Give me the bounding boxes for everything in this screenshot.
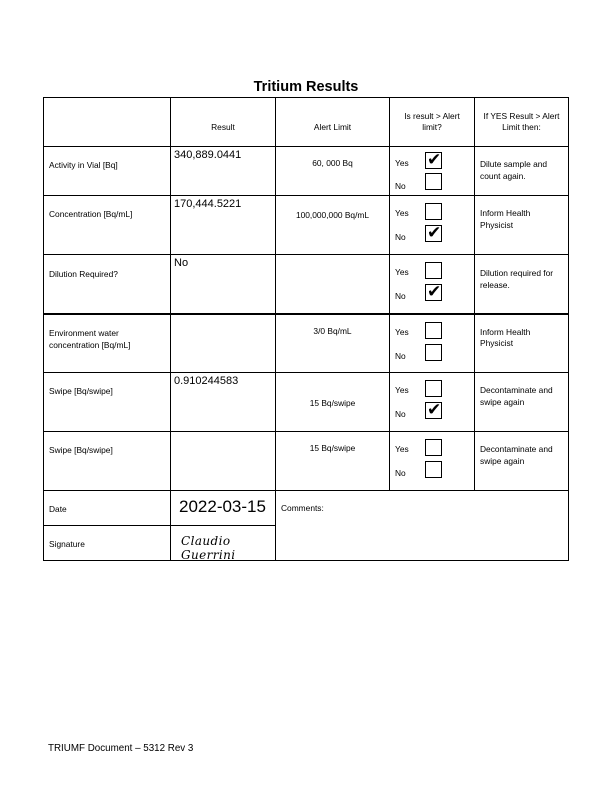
row-result-value[interactable]: 340,889.0441 (174, 149, 242, 161)
yes-label: Yes (395, 208, 409, 218)
row-action-text: Dilution required for release. (480, 268, 554, 290)
result-row (44, 373, 569, 432)
date-label: Date (49, 504, 67, 514)
row-limit-cell (276, 314, 390, 373)
header-action-text: If YES Result > Alert Limit then: (483, 111, 560, 132)
no-checkbox[interactable] (425, 173, 442, 190)
row-exceeds-cell (390, 432, 475, 491)
row-label: Swipe [Bq/swipe] (49, 386, 113, 396)
row-result-cell[interactable] (171, 373, 276, 432)
row-exceeds-cell (390, 373, 475, 432)
check-mark-icon: ✔ (427, 400, 442, 420)
no-checkbox[interactable] (425, 344, 442, 361)
row-alert-limit: 60, 000 Bq (312, 158, 353, 168)
result-row (44, 196, 569, 255)
header-item (44, 98, 171, 147)
yes-checkbox[interactable] (425, 262, 442, 279)
row-alert-limit: 100,000,000 Bq/mL (295, 210, 370, 220)
row-action-cell (475, 255, 569, 314)
yes-checkbox[interactable] (425, 203, 442, 220)
row-label: Dilution Required? (49, 269, 118, 279)
result-row (44, 314, 569, 373)
row-result-value[interactable]: 0.910244583 (174, 375, 239, 387)
no-checkbox[interactable] (425, 284, 442, 301)
comments-cell[interactable] (276, 491, 569, 561)
row-result-cell[interactable] (171, 432, 276, 491)
no-checkbox[interactable] (425, 461, 442, 478)
no-checkbox[interactable] (425, 225, 442, 242)
comments-label: Comments: (281, 503, 324, 513)
row-action-cell (475, 432, 569, 491)
row-label-cell (44, 314, 171, 373)
row-limit-cell (276, 196, 390, 255)
check-mark-icon: ✔ (427, 223, 442, 243)
row-exceeds-cell (390, 196, 475, 255)
row-limit-cell (276, 147, 390, 196)
no-label: No (395, 409, 406, 419)
row-exceeds-cell (390, 255, 475, 314)
row-label-cell (44, 196, 171, 255)
signature-image: Claudio Guerrini (181, 534, 236, 562)
result-row (44, 432, 569, 491)
yes-checkbox[interactable] (425, 380, 442, 397)
row-label-cell (44, 147, 171, 196)
row-action-text: Dilute sample and count again. (480, 159, 548, 181)
signature-cell[interactable] (171, 526, 276, 561)
header-exceeds (390, 98, 475, 147)
yes-label: Yes (395, 444, 409, 454)
row-action-text: Decontaminate and swipe again (480, 385, 553, 407)
result-row (44, 147, 569, 196)
row-action-text: Inform Health Physicist (480, 208, 531, 230)
row-exceeds-cell (390, 147, 475, 196)
row-action-text: Inform Health Physicist (480, 326, 531, 348)
no-label: No (395, 181, 406, 191)
yes-label: Yes (395, 385, 409, 395)
signature-label: Signature (49, 539, 85, 549)
header-alert-limit (276, 98, 390, 147)
signature-label-cell (44, 526, 171, 561)
header-exceeds-text: Is result > Alert limit? (404, 111, 460, 132)
row-alert-limit: 15 Bq/swipe (309, 398, 356, 408)
row-action-cell (475, 373, 569, 432)
row-action-cell (475, 314, 569, 373)
header-result (171, 98, 276, 147)
row-alert-limit: 3/0 Bq/mL (313, 325, 352, 336)
row-limit-cell (276, 255, 390, 314)
row-action-cell (475, 196, 569, 255)
row-label: Swipe [Bq/swipe] (49, 445, 113, 455)
check-mark-icon: ✔ (427, 282, 442, 302)
tritium-results-table (43, 97, 569, 561)
yes-checkbox[interactable] (425, 439, 442, 456)
row-limit-cell (276, 373, 390, 432)
date-label-cell (44, 491, 171, 526)
yes-label: Yes (395, 326, 409, 337)
row-result-value[interactable]: 170,444.5221 (174, 198, 242, 210)
row-label-cell (44, 432, 171, 491)
header-result-text: Result (211, 122, 235, 132)
row-action-cell (475, 147, 569, 196)
yes-checkbox[interactable] (425, 322, 442, 339)
row-result-cell[interactable] (171, 147, 276, 196)
row-action-text: Decontaminate and swipe again (480, 444, 553, 466)
row-result-cell[interactable] (171, 196, 276, 255)
header-action (475, 98, 569, 147)
date-value-cell[interactable] (171, 491, 276, 526)
no-checkbox[interactable] (425, 402, 442, 419)
yes-label: Yes (395, 267, 409, 277)
date-row (44, 491, 569, 526)
row-label-cell (44, 255, 171, 314)
check-mark-icon: ✔ (427, 150, 442, 170)
header-row (44, 98, 569, 147)
date-value[interactable]: 2022-03-15 (179, 497, 266, 516)
row-result-cell[interactable] (171, 255, 276, 314)
page-title: Tritium Results (253, 79, 359, 95)
row-limit-cell (276, 432, 390, 491)
row-alert-limit: 15 Bq/swipe (309, 443, 356, 453)
row-label: Environment water concentration [Bq/mL] (49, 327, 131, 350)
row-label: Activity in Vial [Bq] (49, 160, 118, 170)
row-result-value[interactable]: No (174, 257, 189, 269)
document-footer: TRIUMF Document – 5312 Rev 3 (48, 743, 194, 754)
row-result-cell[interactable] (171, 314, 276, 373)
yes-label: Yes (395, 158, 409, 168)
header-alert-limit-text: Alert Limit (313, 122, 352, 132)
row-label-cell (44, 373, 171, 432)
row-label: Concentration [Bq/mL] (49, 209, 133, 219)
no-label: No (395, 291, 406, 301)
row-exceeds-cell (390, 314, 475, 373)
no-label: No (395, 350, 406, 361)
result-row (44, 255, 569, 314)
yes-checkbox[interactable] (425, 152, 442, 169)
no-label: No (395, 232, 406, 242)
no-label: No (395, 468, 406, 478)
